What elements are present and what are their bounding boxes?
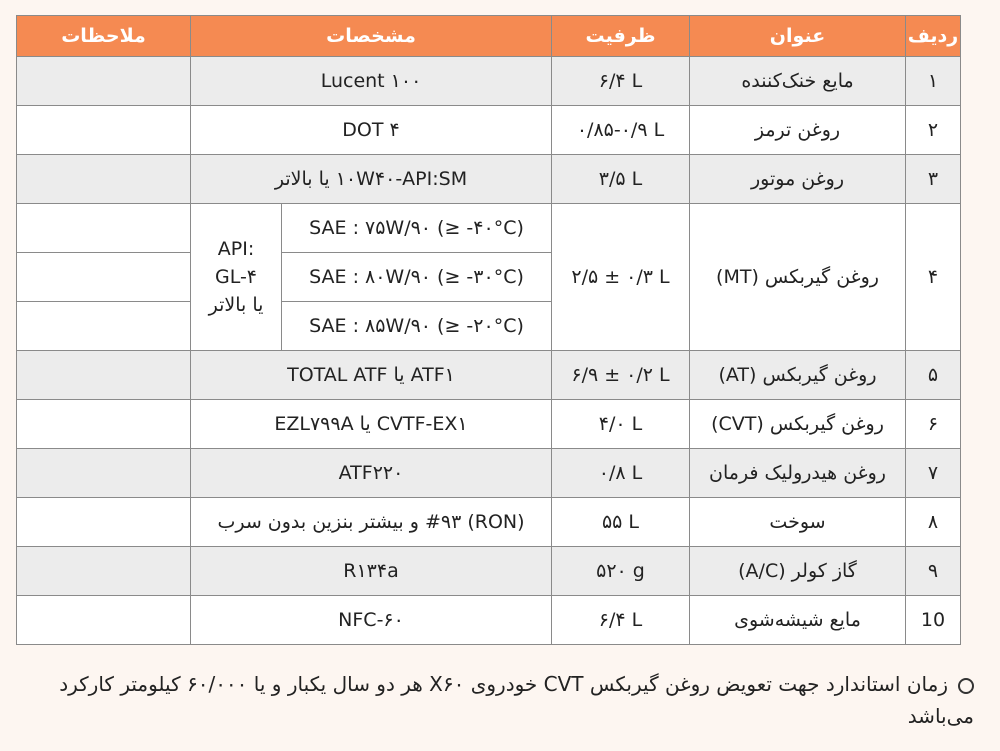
cell-sae: SAE : ۸۵W/۹۰ (≥ -۲۰°C) (282, 302, 552, 351)
cell-onvan: روغن گیربکس (MT) (690, 204, 906, 351)
cell-radif: ۲ (906, 106, 961, 155)
cell-zarfiat: ۰/۸۵-۰/۹ L (552, 106, 690, 155)
table-row (17, 351, 961, 400)
cell-molahezat (17, 302, 191, 351)
cell-moshakhasat: ATF۱ یا TOTAL ATF (191, 351, 552, 400)
cell-zarfiat: ۵۲۰ g (552, 547, 690, 596)
bullet-icon (958, 678, 974, 694)
cell-radif: ۸ (906, 498, 961, 547)
table-row (17, 449, 961, 498)
cell-molahezat (17, 204, 191, 253)
cell-molahezat (17, 400, 191, 449)
table-row (17, 498, 961, 547)
cell-moshakhasat: ATF۲۲۰ (191, 449, 552, 498)
cell-zarfiat: ۶/۴ L (552, 57, 690, 106)
cell-molahezat (17, 106, 191, 155)
cell-zarfiat: ۲/۵ ± ۰/۳ L (552, 204, 690, 351)
cell-radif: ۵ (906, 351, 961, 400)
cell-zarfiat: ۵۵ L (552, 498, 690, 547)
cell-radif: ۱ (906, 57, 961, 106)
cell-molahezat (17, 351, 191, 400)
table-row (17, 547, 961, 596)
cell-radif: ۹ (906, 547, 961, 596)
header-moshakhasat: مشخصات (191, 16, 552, 57)
cell-onvan: روغن ترمز (690, 106, 906, 155)
cell-onvan: روغن موتور (690, 155, 906, 204)
cell-onvan: روغن گیربکس (CVT) (690, 400, 906, 449)
cell-moshakhasat: CVTF-EX۱ یا EZL۷۹۹A (191, 400, 552, 449)
header-radif: ردیف (906, 16, 961, 57)
cell-radif: 10 (906, 596, 961, 645)
cell-radif: ۷ (906, 449, 961, 498)
table-row (17, 155, 961, 204)
header-onvan: عنوان (690, 16, 906, 57)
table-row (17, 204, 961, 253)
cell-radif: ۳ (906, 155, 961, 204)
cell-molahezat (17, 596, 191, 645)
cell-moshakhasat: (RON) #۹۳ و بیشتر بنزین بدون سرب (191, 498, 552, 547)
cell-radif: ۴ (906, 204, 961, 351)
cell-zarfiat: ۳/۵ L (552, 155, 690, 204)
cell-onvan: مایع شیشه‌شوی (690, 596, 906, 645)
cell-moshakhasat: ۱۰W۴۰-API:SM یا بالاتر (191, 155, 552, 204)
cell-molahezat (17, 155, 191, 204)
footnote-text: زمان استاندارد جهت تعویض روغن گیربکس CVT خودروی X۶۰ هر دو سال یکبار و یا ۶۰/۰۰۰ کیلومتر کارکرد می‌باشد (59, 672, 974, 728)
cell-moshakhasat: R۱۳۴a (191, 547, 552, 596)
cell-onvan: روغن گیربکس (AT) (690, 351, 906, 400)
cell-onvan: سوخت (690, 498, 906, 547)
table-row (17, 400, 961, 449)
cell-molahezat (17, 57, 191, 106)
cell-molahezat (17, 498, 191, 547)
cell-onvan: گاز کولر (A/C) (690, 547, 906, 596)
header-zarfiat: ظرفیت (552, 16, 690, 57)
cell-molahezat (17, 547, 191, 596)
cell-onvan: مایع خنک‌کننده (690, 57, 906, 106)
cell-molahezat (17, 253, 191, 302)
cell-radif: ۶ (906, 400, 961, 449)
cell-sae: SAE : ۷۵W/۹۰ (≥ -۴۰°C) (282, 204, 552, 253)
footnote (14, 668, 974, 732)
cell-zarfiat: ۴/۰ L (552, 400, 690, 449)
cell-zarfiat: ۶/۹ ± ۰/۲ L (552, 351, 690, 400)
cell-zarfiat: ۰/۸ L (552, 449, 690, 498)
table-row (17, 106, 961, 155)
cell-moshakhasat: DOT ۴ (191, 106, 552, 155)
cell-moshakhasat: NFC-۶۰ (191, 596, 552, 645)
specs-table (16, 15, 961, 645)
cell-moshakhasat: Lucent ۱۰۰ (191, 57, 552, 106)
cell-onvan: روغن هیدرولیک فرمان (690, 449, 906, 498)
cell-zarfiat: ۶/۴ L (552, 596, 690, 645)
table-row (17, 57, 961, 106)
cell-api-spec: API: GL-۴ یا بالاتر (191, 204, 282, 351)
cell-molahezat (17, 449, 191, 498)
table-row (17, 596, 961, 645)
cell-sae: SAE : ۸۰W/۹۰ (≥ -۳۰°C) (282, 253, 552, 302)
header-molahezat: ملاحظات (17, 16, 191, 57)
